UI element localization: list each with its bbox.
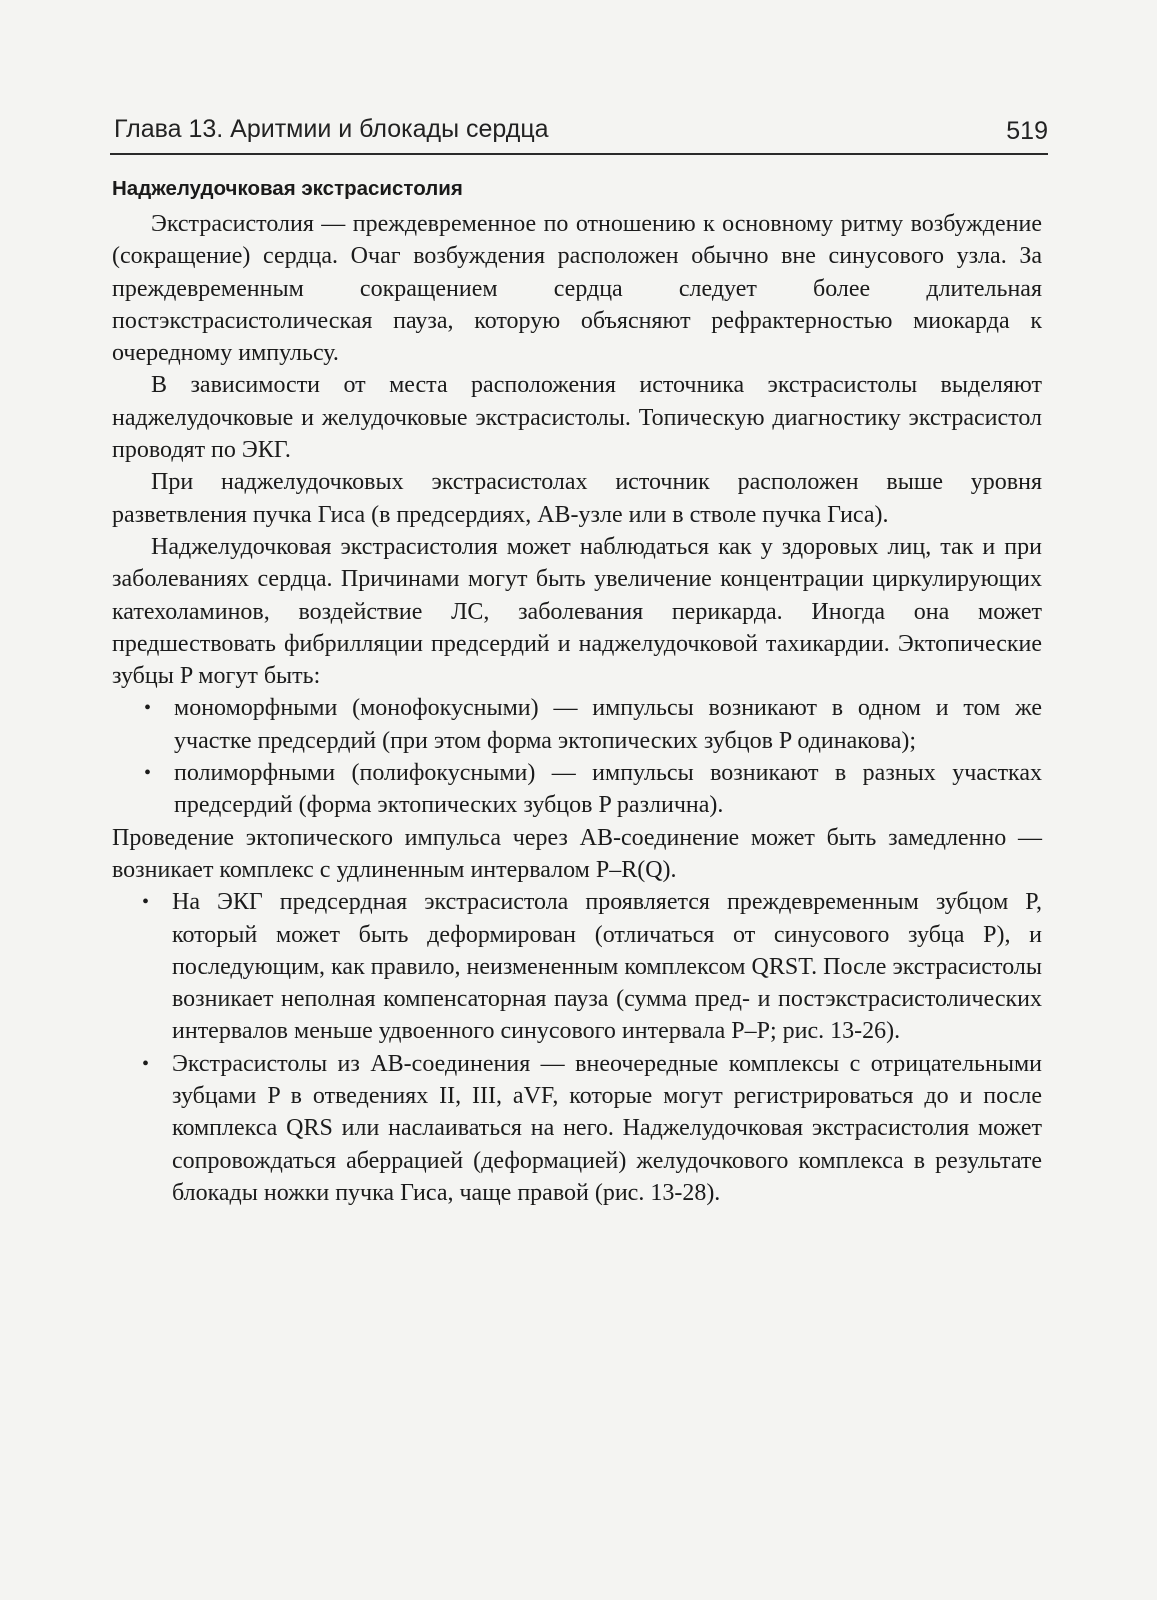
bullet-icon: • — [144, 697, 152, 720]
section-title: Наджелудочковая экстрасистолия — [112, 177, 463, 200]
list-item — [142, 1048, 1042, 1209]
ecg-signs-list — [112, 886, 1042, 1209]
list-item — [142, 886, 1042, 1047]
paragraph-causes: Наджелудочковая экстрасистолия может наблюдаться как у здоровых лиц, так и при заболеваниях сердца. Причинами могут быть увеличение концентрации циркулирующих катехоламинов, воздействие ЛС, заболевания перикарда. Иногда она может предшествовать фибрилляции предсердий и наджелудочковой тахикардии. Эктопические зубцы P могут быть: — [112, 533, 1042, 690]
list-item-text: На ЭКГ предсердная экстрасистола проявляется преждевременным зубцом P, который может быть деформирован (отличаться от синусового зубца P), и последующим, как правило, неизмененным комплексом QRST. После экстрасистолы возникает неполная компенсаторная пауза (сумма пред- и постэкстрасистолических интервалов меньше удвоенного синусового интервала P–P; рис. 13-26). — [172, 889, 1042, 1045]
bullet-icon: • — [142, 1052, 150, 1075]
paragraph-source: При наджелудочковых экстрасистолах источник расположен выше уровня разветвления пучка Гиса (в предсердиях, АВ-узле или в стволе пучка Гиса). — [112, 469, 1042, 528]
paragraph-classification: В зависимости от места расположения источника экстрасистолы выделяют наджелудочковые и желудочковые экстрасистолы. Топическую диагностику экстрасистол проводят по ЭКГ. — [112, 372, 1042, 464]
p-wave-types-list — [112, 692, 1042, 821]
bullet-icon: • — [144, 762, 152, 785]
paragraph-conduction: Проведение эктопического импульса через АВ-соединение может быть замедленно — возникает комплекс с удлиненным интервалом P–R(Q). — [112, 824, 1042, 883]
list-item — [144, 692, 1042, 757]
list-item — [144, 757, 1042, 822]
bullet-icon: • — [142, 891, 150, 914]
list-item-text: Экстрасистолы из АВ-соединения — внеочередные комплексы с отрицательными зубцами P в отведениях II, III, aVF, которые могут регистрироваться до и после комплекса QRS или наслаиваться на него. Наджелудочковая экстрасистолия может сопровождаться аберрацией (деформацией) желудочкового комплекса в результате блокады ножки пучка Гиса, чаще правой (рис. 13-28). — [172, 1050, 1042, 1206]
running-header — [110, 113, 1048, 155]
paragraph-definition: Экстрасистолия — преждевременное по отношению к основному ритму возбуждение (сокращение) сердца. Очаг возбуждения расположен обычно вне синусового узла. За преждевременным сокращением сердца следует более длительная постэкстрасистолическая пауза, которую объясняют рефрактерностью миокарда к очередному импульсу. — [112, 211, 1042, 367]
list-item-text: полиморфными (полифокусными) — импульсы возникают в разных участках предсердий (форма эктопических зубцов P различна). — [174, 760, 1042, 819]
chapter-title: Глава 13. Аритмии и блокады сердца — [114, 115, 549, 143]
page-content — [112, 174, 1042, 1209]
page-number: 519 — [1006, 117, 1048, 145]
list-item-text: мономорфными (монофокусными) — импульсы возникают в одном и том же участке предсердий (при этом форма эктопических зубцов P одинакова); — [174, 695, 1042, 754]
